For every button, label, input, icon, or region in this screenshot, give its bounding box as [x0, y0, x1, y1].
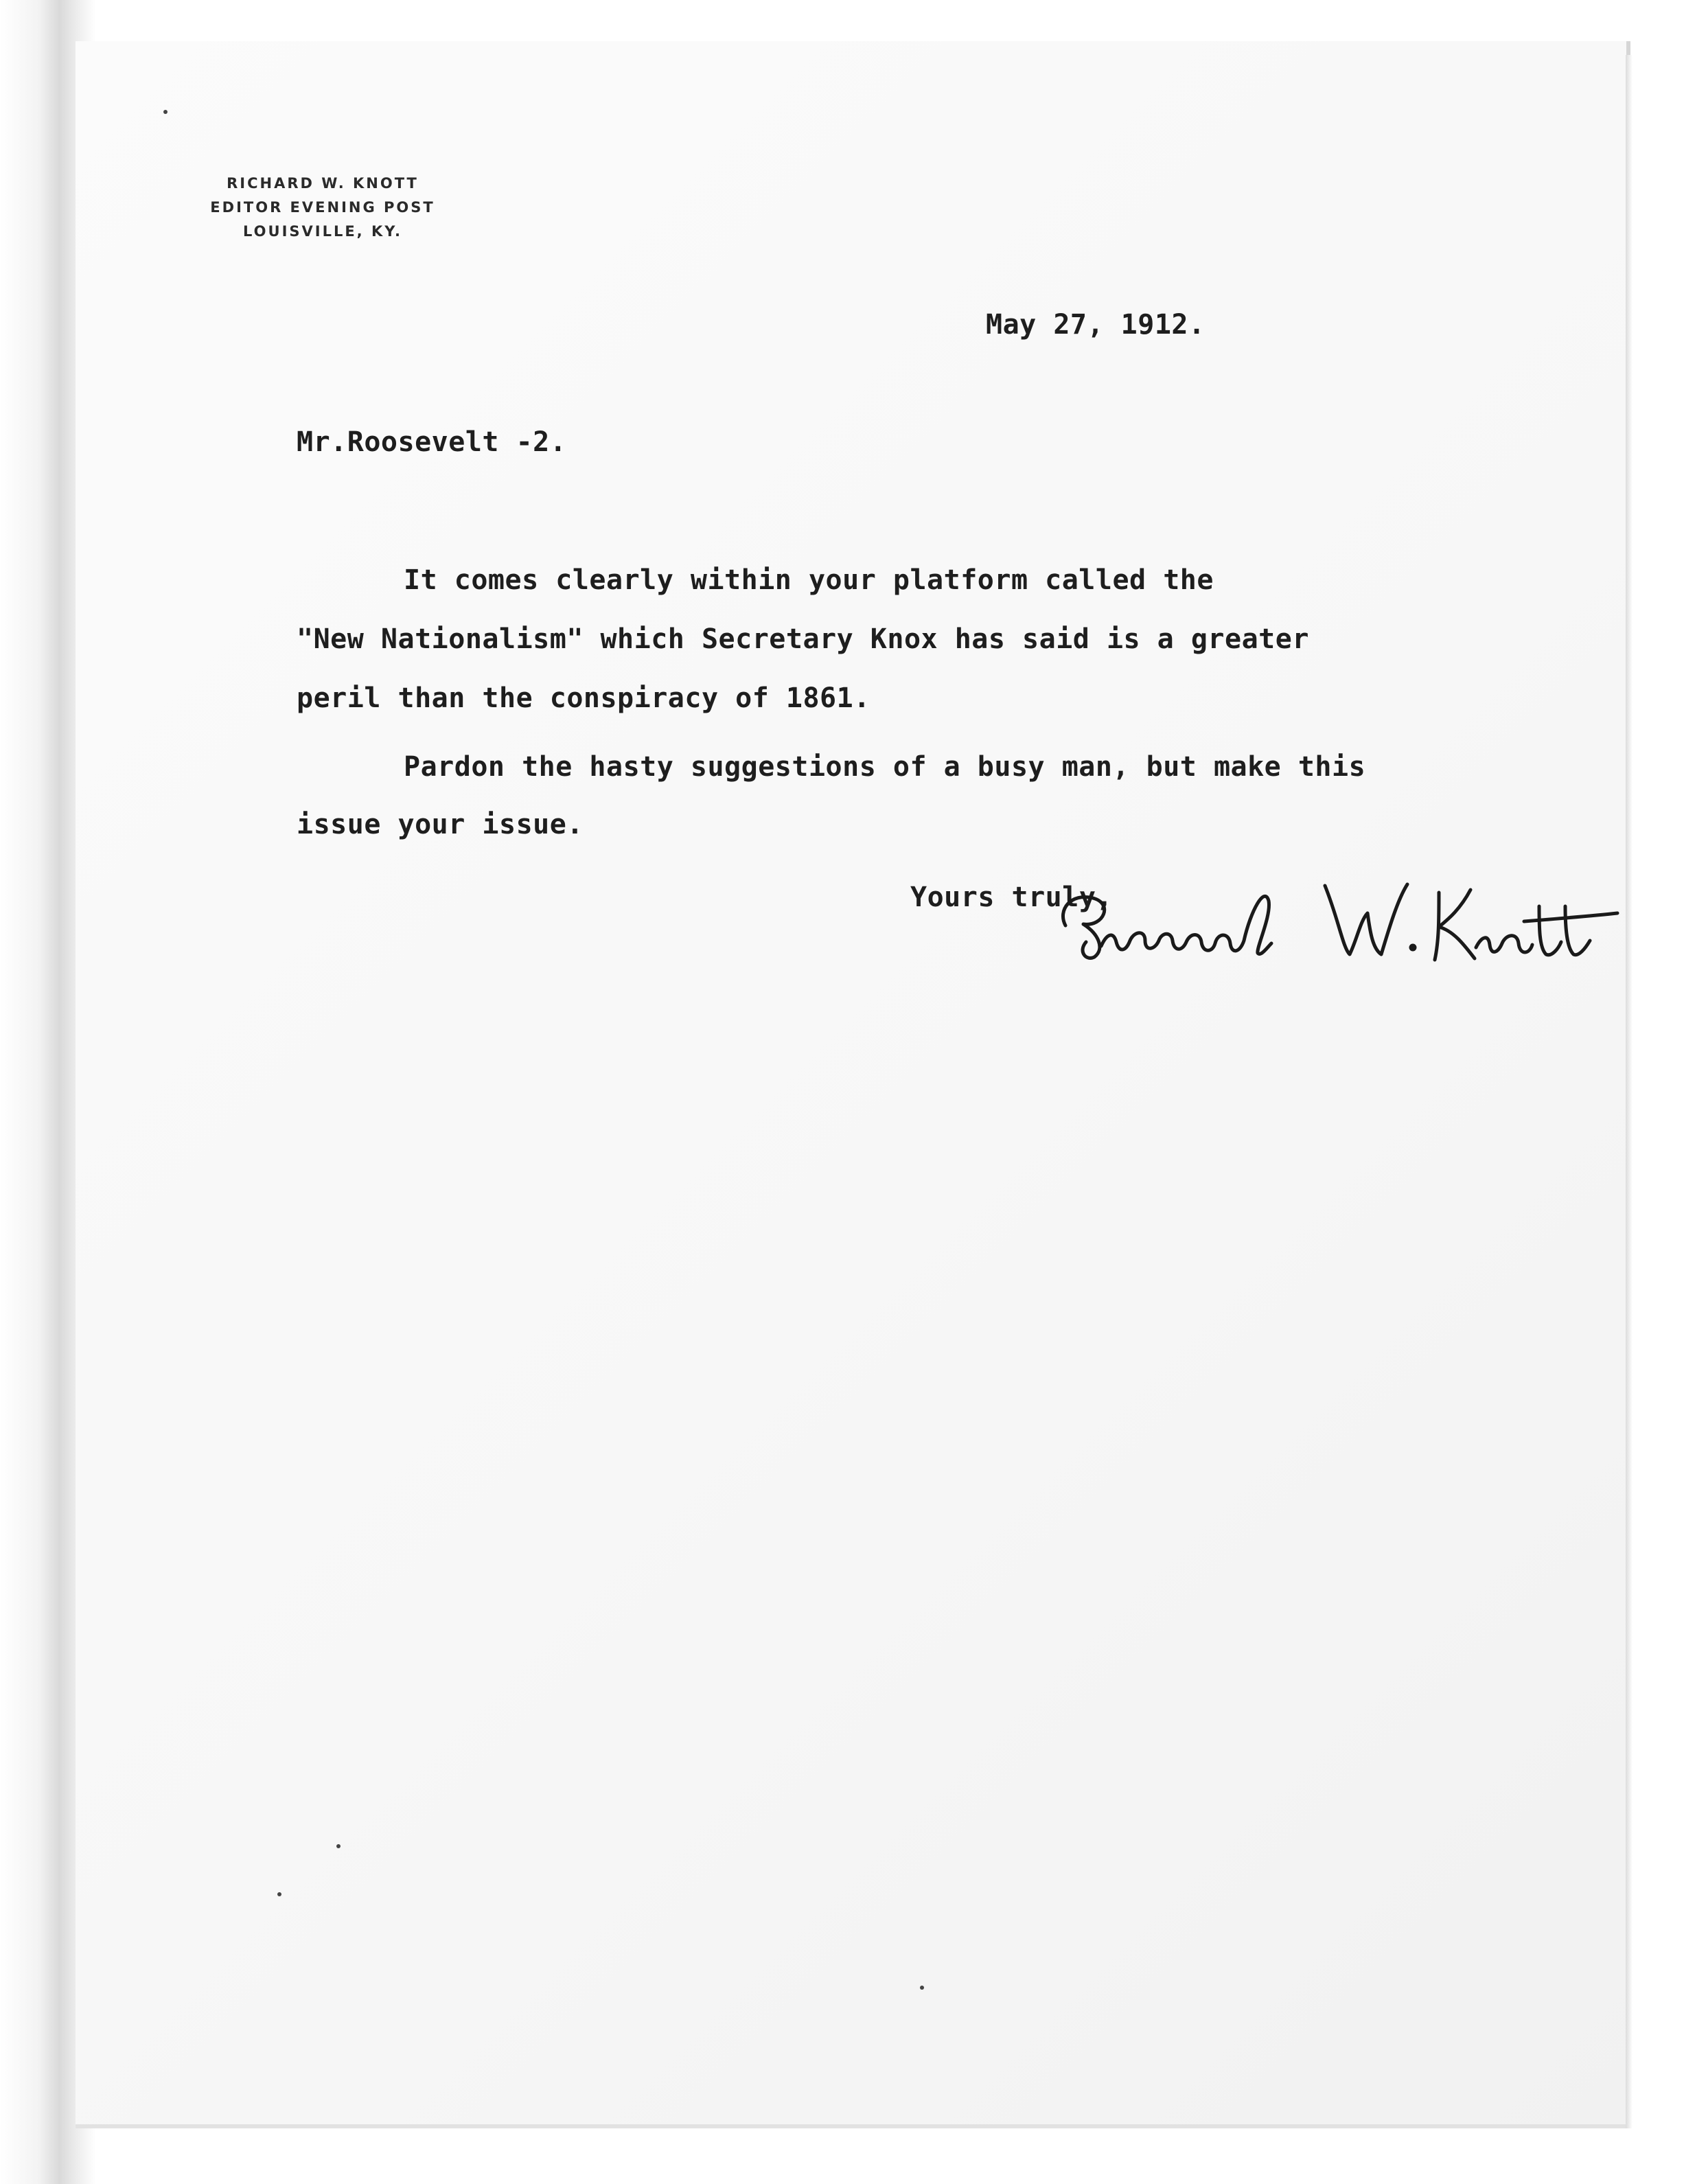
- scan-speck: [163, 110, 168, 114]
- paragraph-1-line-1: It comes clearly within your platform called the: [404, 564, 1214, 596]
- paragraph-1-line-3: peril than the conspiracy of 1861.: [297, 682, 870, 714]
- letterhead-name: RICHARD W. KNOTT: [227, 175, 419, 192]
- salutation: Mr.Roosevelt -2.: [297, 426, 567, 458]
- scan-speck: [277, 1892, 281, 1896]
- sheet-right-edge: [1626, 55, 1633, 2128]
- paragraph-2-line-2: issue your issue.: [297, 809, 584, 840]
- paragraph-2-line-1: Pardon the hasty suggestions of a busy man, but make this: [404, 751, 1366, 783]
- letter-sheet: [76, 41, 1630, 2128]
- paragraph-1-line-2: "New Nationalism" which Secretary Knox has said is a greater: [297, 623, 1309, 655]
- letterhead: [144, 172, 501, 244]
- scan-speck: [920, 1986, 924, 1990]
- letterhead-location: LOUISVILLE, KY.: [243, 223, 402, 240]
- letter-date: May 27, 1912.: [986, 309, 1206, 341]
- closing: Yours truly,: [910, 882, 1113, 913]
- handwritten-signature: [1050, 844, 1620, 982]
- letterhead-title: EDITOR EVENING POST: [210, 199, 435, 216]
- scan-speck: [336, 1844, 341, 1848]
